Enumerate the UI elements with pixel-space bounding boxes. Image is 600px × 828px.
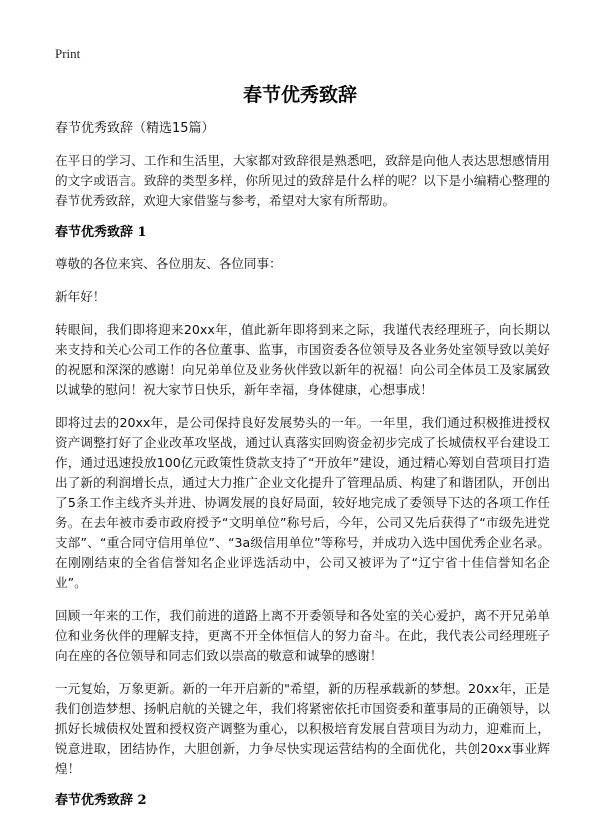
- section-1-paragraph-4: 即将过去的20xx年，是公司保持良好发展势头的一年。一年里，我们通过积极推进授权资产调整打好了企业改革攻坚战，通过认真落实回购资金初步完成了长城债权平台建设工作，通过迅速投放100亿元政策性贷款支持了“开放年”建设，通过精心筹划自营项目打造出了新的利润增长点，通过大力推广企业文化提升了管理品质、构建了和谐团队，开创出了5条工作主线齐头并进、协调发展的良好局面，较好地完成了委领导下达的各项工作任务。在去年被市委市政府授予“文明单位”称号后，今年，公司又先后获得了“市级先进党支部”、“重合同守信用单位”、“3a级信用单位”等称号，并成功入选中国优秀企业名录。在刚刚结束的全省信誉知名企业评选活动中，公司又被评为了“辽宁省十佳信誉知名企业”。: [55, 415, 550, 590]
- section-1-paragraph-1: 尊敬的各位来宾、各位朋友、各位同事：: [55, 256, 282, 271]
- section-heading-2: 春节优秀致辞 2: [55, 793, 147, 808]
- section-1-paragraph-6: 一元复始，万象更新。新的一年开启新的"希望，新的历程承载新的梦想。20xx年，正是我们创造梦想、扬帆启航的关键之年，我们将紧密依托市国资委和董事局的正确领导，以抓好长城债权处置和授权资产调整为重心，以积极培育发展自营项目为动力，迎难而上，锐意进取，团结协作，大胆创新，力争尽快实现运营结构的全面优化，共创20xx事业辉煌！: [55, 681, 550, 776]
- section-1-paragraph-3: 转眼间，我们即将迎来20xx年，值此新年即将到来之际，我谨代表经理班子，向长期以来支持和关心公司工作的各位董事、监事，市国资委各位领导及各业务处室领导致以美好的祝愿和深深的感谢！向兄弟单位及业务伙伴致以新年的祝福！向公司全体员工及家属致以诚挚的慰问！祝大家节日快乐，新年幸福，身体健康，心想事成！: [55, 322, 550, 397]
- article-subtitle: 春节优秀致辞（精选15篇）: [55, 121, 215, 136]
- section-heading-1: 春节优秀致辞 1: [55, 225, 147, 240]
- section-1-paragraph-5: 回顾一年来的工作，我们前进的道路上离不开委领导和各处室的关心爱护，离不开兄弟单位和业务伙伴的理解支持，更离不开全体恒信人的努力奋斗。在此，我代表公司经理班子向在座的各位领导和同志们致以崇高的敬意和诚挚的感谢！: [55, 608, 550, 663]
- page-title: 春节优秀致辞: [242, 84, 357, 106]
- intro-paragraph: 在平日的学习、工作和生活里，大家都对致辞很是熟悉吧，致辞是向他人表达思想感情用的文字或语言。致辞的类型多样，你所见过的致辞是什么样的呢？以下是小编精心整理的春节优秀致辞，欢迎大家借鉴与参考，希望对大家有所帮助。: [55, 153, 550, 208]
- article-body: [55, 120, 550, 822]
- section-1-paragraph-2: 新年好！: [55, 289, 106, 304]
- print-link[interactable]: Print: [55, 46, 81, 61]
